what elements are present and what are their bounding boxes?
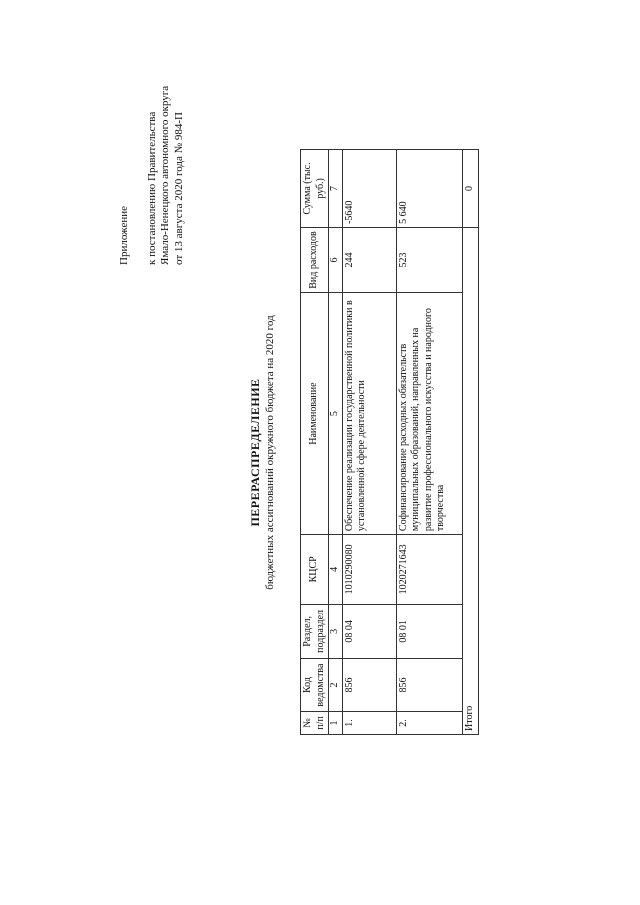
total-value: 0 xyxy=(462,150,478,228)
row-sum: -5640 xyxy=(342,150,396,228)
header-dept-code: Код ведомства xyxy=(301,659,329,712)
table-header-row xyxy=(301,150,329,735)
column-number: 3 xyxy=(329,604,343,659)
column-number: 2 xyxy=(329,659,343,712)
total-row xyxy=(462,150,478,735)
column-number-row xyxy=(329,150,343,735)
row-dept-code: 856 xyxy=(342,659,396,712)
header-num: № п/п xyxy=(301,711,329,734)
row-section: 08 01 xyxy=(396,604,462,659)
appendix-line-1: к постановлению Правительства xyxy=(145,111,158,265)
row-expense-type: 523 xyxy=(396,227,462,292)
table-row xyxy=(396,150,462,735)
header-expense-type: Вид расходов xyxy=(301,227,329,292)
row-dept-code: 856 xyxy=(396,659,462,712)
row-num: 1. xyxy=(342,711,396,734)
column-number: 1 xyxy=(329,711,343,734)
row-name: Обеспечение реализации государственной политики в установленной сфере деятельности xyxy=(342,293,396,535)
appendix-line-2: Ямало-Ненецкого автономного округа xyxy=(159,85,171,265)
table-row xyxy=(342,150,396,735)
document-subtitle: бюджетных ассигнований окружного бюджета на 2020 год xyxy=(264,315,276,590)
row-name: Софинансирование расходных обязательств муниципальных образований, направленных на развитие профессионального искусства и народного творчества xyxy=(396,293,462,535)
document-title: ПЕРЕРАСПРЕДЕЛЕНИЕ xyxy=(248,378,262,527)
appendix-gap xyxy=(132,86,146,265)
row-num: 2. xyxy=(396,711,462,734)
row-expense-type: 244 xyxy=(342,227,396,292)
row-kcsr: 1020271643 xyxy=(396,535,462,604)
column-number: 5 xyxy=(329,293,343,535)
appendix-title: Приложение xyxy=(118,205,130,265)
row-section: 08 04 xyxy=(342,604,396,659)
header-section: Раздел, подраздел xyxy=(301,604,329,659)
column-number: 6 xyxy=(329,227,343,292)
column-number: 4 xyxy=(329,535,343,604)
total-label: Итого xyxy=(462,227,478,734)
appendix-block xyxy=(118,86,186,265)
appendix-line-3: от 13 августа 2020 года № 984-П xyxy=(172,112,185,265)
header-sum: Сумма (тыс. руб.) xyxy=(301,150,329,228)
header-kcsr: КЦСР xyxy=(301,535,329,604)
column-number: 7 xyxy=(329,150,343,228)
row-kcsr: 1010290080 xyxy=(342,535,396,604)
redistribution-table xyxy=(300,149,479,735)
header-name: Наименование xyxy=(301,293,329,535)
row-sum: 5 640 xyxy=(396,150,462,228)
